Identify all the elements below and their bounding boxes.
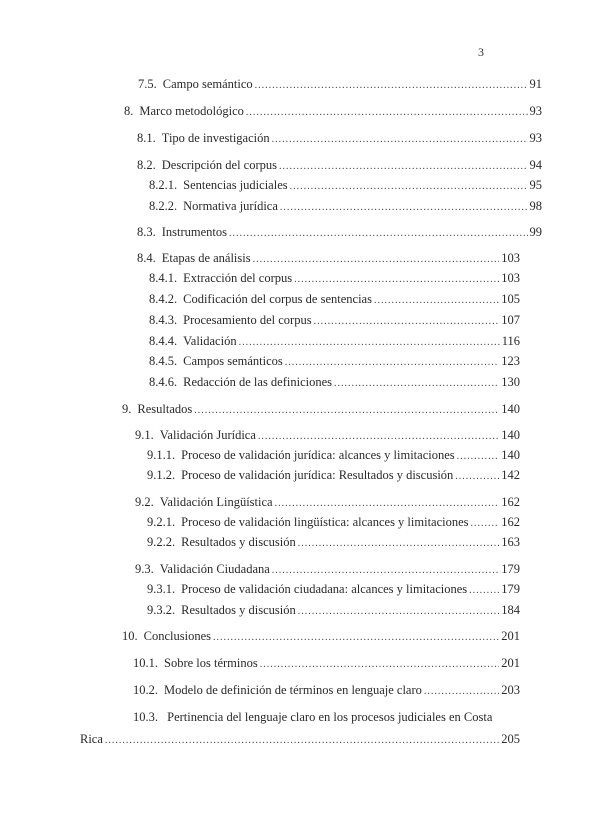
toc-entry-number: 8.2.2. [149, 199, 178, 213]
toc-entry-number: 10.2. [133, 683, 158, 697]
toc-entry[interactable] [147, 581, 520, 599]
toc-leader-dots [298, 604, 500, 620]
toc-entry[interactable] [149, 374, 520, 392]
toc-leader-dots [260, 657, 500, 673]
toc-entry-number: 9.2.2. [147, 535, 176, 549]
toc-leader-dots [294, 272, 499, 288]
toc-leader-dots [314, 314, 500, 330]
toc-entry-page: 179 [501, 582, 520, 596]
toc-entry[interactable] [147, 534, 520, 552]
toc-leader-dots [471, 516, 500, 532]
toc-entry-page: 140 [501, 428, 520, 442]
toc-entry-title: Extracción del corpus [183, 271, 293, 285]
toc-leader-dots [272, 132, 528, 148]
toc-entry-number: 8.4. [137, 251, 156, 265]
toc-entry[interactable] [147, 514, 520, 532]
toc-entry-title: Campos semánticos [183, 354, 283, 368]
toc-entry-page: 123 [501, 354, 520, 368]
toc-entry-page: 162 [501, 495, 520, 509]
toc-entry-number: 8.4.5. [149, 354, 178, 368]
toc-entry-title: Sentencias judiciales [183, 178, 288, 192]
toc-entry-page: 140 [501, 402, 520, 416]
toc-entry-title: Proceso de validación jurídica: Resultados y discusión [181, 468, 454, 482]
toc-entry[interactable] [135, 561, 520, 579]
toc-entry[interactable] [137, 224, 542, 242]
toc-entry-title: Rica [80, 732, 103, 746]
toc-entry-number: 10.3. [133, 710, 158, 724]
toc-entry-title: Campo semántico [162, 77, 253, 91]
toc-leader-dots [105, 733, 499, 749]
toc-entry-title: Proceso de validación ciudadana: alcances y limitaciones [181, 582, 468, 596]
toc-entry-number: 9.2. [135, 495, 154, 509]
toc-leader-dots [275, 496, 500, 512]
toc-entry-page: 142 [501, 468, 520, 482]
toc-entry-title: Instrumentos [161, 225, 228, 239]
toc-leader-dots [455, 469, 499, 485]
toc-entry-title: Validación Lingüística [159, 495, 273, 509]
toc-entry[interactable] [147, 467, 520, 485]
toc-entry-number: 8.4.4. [149, 334, 178, 348]
toc-entry[interactable] [124, 103, 542, 121]
toc-entry-number: 9.1.1. [147, 448, 176, 462]
toc-entry-number: 10.1. [133, 656, 158, 670]
toc-entry-title: Sobre los términos [164, 656, 258, 670]
toc-entry-page: 105 [501, 292, 520, 306]
toc-leader-dots [334, 376, 499, 392]
toc-entry[interactable] [149, 333, 520, 351]
toc-leader-dots [258, 429, 499, 445]
toc-entry-page: 203 [501, 683, 520, 697]
toc-entry-number: 8.4.1. [149, 271, 178, 285]
toc-entry-title: Validación Jurídica [159, 428, 256, 442]
toc-entry[interactable] [122, 401, 520, 419]
toc-leader-dots [298, 536, 500, 552]
toc-entry[interactable] [80, 731, 520, 749]
toc-entry-title: Conclusiones [143, 629, 211, 643]
toc-entry-title: Procesamiento del corpus [183, 313, 312, 327]
toc-entry-page: 103 [501, 251, 520, 265]
toc-entry[interactable] [137, 130, 542, 148]
toc-entry[interactable] [133, 655, 520, 673]
toc-leader-dots [246, 105, 528, 121]
toc-entry-page: 93 [529, 131, 542, 145]
page-number: 3 [478, 45, 484, 59]
toc-leader-dots [272, 563, 499, 579]
toc-entry[interactable] [137, 250, 520, 268]
toc-entry-title: Proceso de validación jurídica: alcances y limitaciones [181, 448, 455, 462]
toc-entry-page: 94 [529, 158, 542, 172]
toc-entry-number: 8.4.2. [149, 292, 178, 306]
toc-entry-page: 93 [529, 104, 542, 118]
toc-leader-dots [253, 252, 500, 268]
toc-entry-page: 103 [501, 271, 520, 285]
toc-entry-page: 163 [501, 535, 520, 549]
toc-leader-dots [280, 200, 528, 216]
toc-entry[interactable] [138, 76, 542, 94]
toc-leader-dots [255, 78, 528, 94]
toc-entry-number: 8.4.3. [149, 313, 178, 327]
toc-entry-page: 116 [501, 334, 520, 348]
toc-entry-number: 8.4.6. [149, 375, 178, 389]
toc-entry-page: 205 [501, 732, 520, 746]
toc-entry-page: 107 [501, 313, 520, 327]
toc-entry-wrapped-line[interactable] [133, 709, 492, 725]
toc-entry-page: 184 [501, 603, 520, 617]
toc-entry-page: 91 [529, 77, 542, 91]
toc-entry-title: Tipo de investigación [161, 131, 270, 145]
toc-entry[interactable] [149, 312, 520, 330]
toc-entry[interactable] [149, 291, 520, 309]
toc-entry-number: 9.3.2. [147, 603, 176, 617]
toc-entry[interactable] [147, 447, 520, 465]
toc-entry-page: 162 [501, 515, 520, 529]
toc-leader-dots [424, 684, 499, 700]
toc-leader-dots [194, 403, 499, 419]
toc-leader-dots [290, 179, 528, 195]
toc-entry-number: 9.1.2. [147, 468, 176, 482]
toc-entry-page: 179 [501, 562, 520, 576]
toc-entry[interactable] [137, 157, 542, 175]
toc-entry-page: 95 [529, 178, 542, 192]
toc-entry-page: 201 [501, 629, 520, 643]
toc-leader-dots [457, 449, 500, 465]
toc-entry-title: Validación Ciudadana [159, 562, 270, 576]
toc-entry-number: 10. [122, 629, 138, 643]
toc-entry-number: 8.3. [137, 225, 156, 239]
toc-entry-title: Redacción de las definiciones [183, 375, 333, 389]
toc-entry[interactable] [133, 682, 520, 700]
toc-entry[interactable] [122, 628, 520, 646]
toc-entry-title: Resultados [137, 402, 193, 416]
toc-entry-number: 9.1. [135, 428, 154, 442]
toc-leader-dots [285, 355, 499, 371]
toc-entry-number: 8.2. [137, 158, 156, 172]
toc-entry-page: 201 [501, 656, 520, 670]
toc-entry-page: 130 [501, 375, 520, 389]
toc-entry[interactable] [135, 427, 520, 445]
toc-entry-number: 9.3. [135, 562, 154, 576]
toc-entry-title: Marco metodológico [139, 104, 244, 118]
toc-entry-number: 7.5. [138, 77, 157, 91]
toc-entry[interactable] [135, 494, 520, 512]
toc-leader-dots [213, 630, 499, 646]
toc-entry-title: Resultados y discusión [181, 603, 296, 617]
toc-leader-dots [229, 226, 527, 242]
toc-entry-number: 9.2.1. [147, 515, 176, 529]
toc-entry-number: 8.2.1. [149, 178, 178, 192]
toc-entry-title: Descripción del corpus [161, 158, 277, 172]
toc-entry-number: 8. [124, 104, 134, 118]
toc-leader-dots [469, 583, 499, 599]
toc-entry[interactable] [149, 353, 520, 371]
toc-entry-title: Proceso de validación lingüística: alcances y limitaciones [181, 515, 469, 529]
toc-entry[interactable] [149, 177, 542, 195]
toc-leader-dots [239, 335, 500, 351]
toc-entry-title: Modelo de definición de términos en lenguaje claro [164, 683, 422, 697]
toc-leader-dots [279, 159, 528, 175]
toc-entry-page: 98 [529, 199, 542, 213]
toc-entry-title: Etapas de análisis [161, 251, 251, 265]
toc-entry-page: 140 [501, 448, 520, 462]
toc-leader-dots [374, 293, 499, 309]
toc-entry-title: Resultados y discusión [181, 535, 296, 549]
toc-entry[interactable] [147, 602, 520, 620]
toc-entry-number: 8.1. [137, 131, 156, 145]
toc-entry-title: Validación [183, 334, 237, 348]
toc-entry-number: 9. [122, 402, 132, 416]
toc-entry-number: 9.3.1. [147, 582, 176, 596]
toc-entry[interactable] [149, 270, 520, 288]
toc-entry-title: Pertinencia del lenguaje claro en los procesos judiciales en Costa [167, 710, 493, 724]
toc-entry-title: Normativa jurídica [183, 199, 278, 213]
toc-entry[interactable] [149, 198, 542, 216]
toc-entry-title: Codificación del corpus de sentencias [183, 292, 372, 306]
toc-entry-page: 99 [529, 225, 542, 239]
